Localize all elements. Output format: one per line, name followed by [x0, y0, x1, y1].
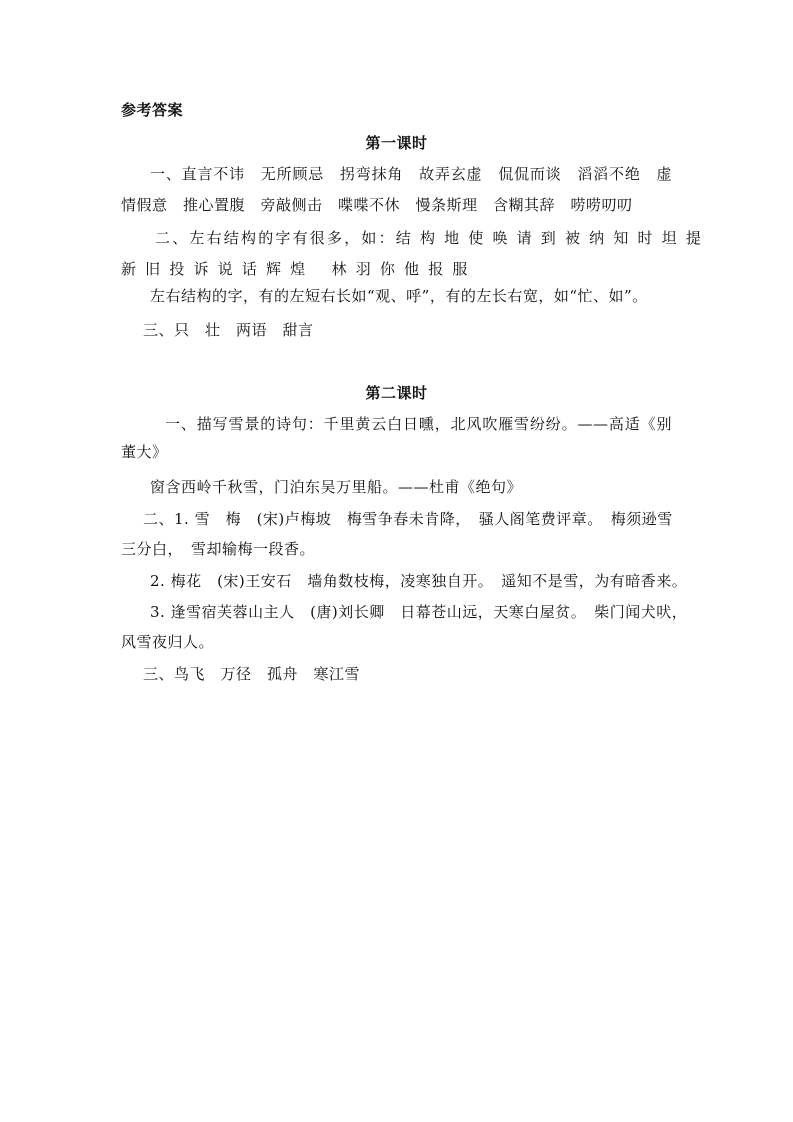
lesson1-title: 第一课时 [365, 134, 428, 152]
lesson2-title: 第二课时 [365, 384, 428, 402]
lesson2-q2-line2: 三分白， 雪却输梅一段香。 [121, 540, 316, 558]
lesson1-q2-line3: 左右结构的字，有的左短右长如“观、呼”，有的左长右宽，如“忙、如”。 [150, 287, 648, 305]
lesson1-q1-line2: 情假意 推心置腹 旁敲侧击 喋喋不休 慢条斯理 含糊其辞 唠唠叨叨 [121, 196, 633, 214]
lesson2-q2-item3-line2: 风雪夜归人。 [121, 633, 215, 651]
lesson2-q1-line3: 窗含西岭千秋雪，门泊东吴万里船。——杜甫《绝句》 [150, 478, 523, 496]
lesson1-q2-line2: 新 旧 投 诉 说 话 辉 煌 林 羽 你 他 报 服 [121, 260, 470, 278]
lesson1-q2-line1: 二、左右结构的字有很多，如：结 构 地 使 唤 请 到 被 纳 知 时 坦 提 [155, 229, 704, 247]
lesson2-q2-item2: 2. 梅花 (宋)王安石 墙角数枝梅，凌寒独自开。 遥知不是雪，为有暗香来。 [150, 572, 688, 590]
lesson2-q3: 三、鸟飞 万径 孤舟 寒江雪 [143, 665, 361, 683]
lesson2-q1-line2: 董大》 [121, 443, 168, 461]
lesson2-q1-line1: 一、描写雪景的诗句：千里黄云白日曛，北风吹雁雪纷纷。——高适《别 [165, 415, 672, 433]
lesson1-q3: 三、只 壮 两语 甜言 [143, 321, 314, 339]
lesson2-q2-line1: 二、1. 雪 梅 (宋)卢梅坡 梅雪争春未肯降， 骚人阁笔费评章。 梅须逊雪 [143, 510, 673, 528]
lesson1-q1-line1: 一、直言不讳 无所顾忌 拐弯抹角 故弄玄虚 侃侃而谈 滔滔不绝 虚 [150, 165, 672, 183]
lesson2-q2-item3-line1: 3. 逢雪宿芙蓉山主人 (唐)刘长卿 日幕苍山远，天寒白屋贫。 柴门闻犬吠， [150, 603, 688, 621]
answer-heading: 参考答案 [121, 101, 184, 119]
